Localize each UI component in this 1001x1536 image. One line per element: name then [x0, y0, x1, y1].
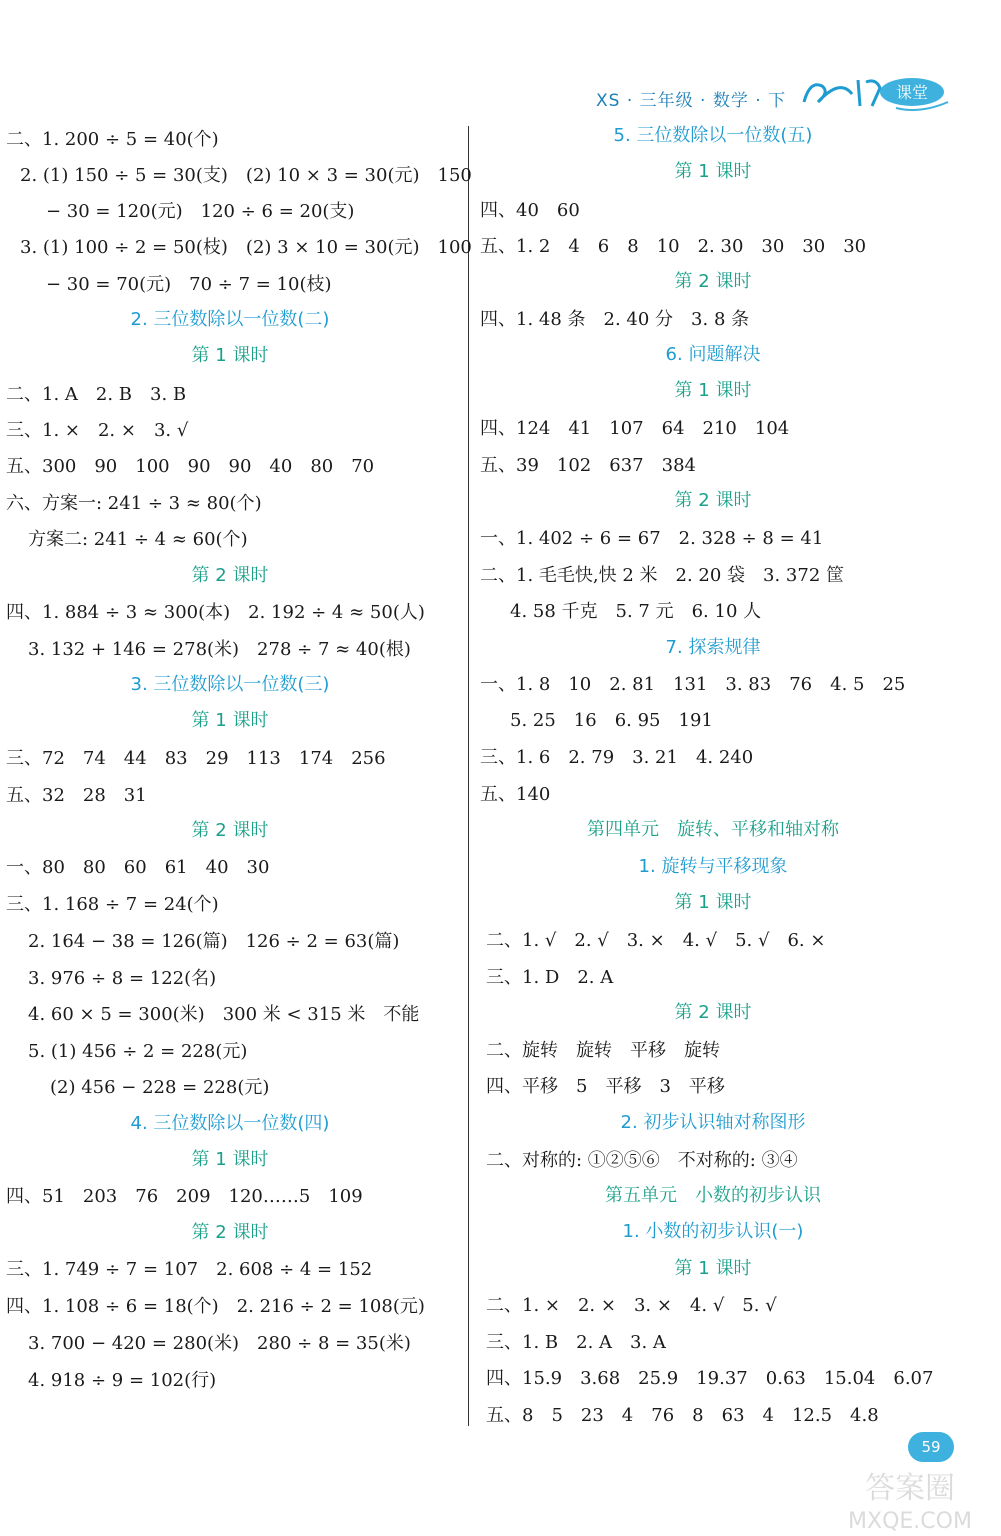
- section-heading: 2. 三位数除以一位数(二): [130, 309, 330, 330]
- lesson-heading: 第 2 课时: [191, 820, 269, 841]
- section-heading: 2. 初步认识轴对称图形: [620, 1112, 806, 1133]
- answer-line: 四、1. 48 条 2. 40 分 3. 8 条: [480, 309, 750, 330]
- answer-line: 三、1. × 2. × 3. √: [6, 420, 189, 441]
- answer-line: 二、1. × 2. × 3. × 4. √ 5. √: [486, 1295, 777, 1316]
- column-divider: [468, 126, 469, 1426]
- section-heading: 7. 探索规律: [665, 637, 761, 658]
- answer-line: 4. 58 千克 5. 7 元 6. 10 人: [510, 601, 762, 622]
- answer-line: 三、1. D 2. A: [486, 967, 614, 988]
- unit-heading: 第四单元 旋转、平移和轴对称: [587, 819, 839, 840]
- answer-line: 3. 700 − 420 = 280(米) 280 ÷ 8 = 35(米): [28, 1333, 411, 1354]
- lesson-heading: 第 2 课时: [191, 1222, 269, 1243]
- answer-line: 四、平移 5 平移 3 平移: [486, 1076, 725, 1097]
- lesson-heading: 第 1 课时: [674, 161, 752, 182]
- answer-line: 五、8 5 23 4 76 8 63 4 12.5 4.8: [486, 1405, 879, 1426]
- lesson-heading: 第 1 课时: [674, 1258, 752, 1279]
- answer-line: 5. (1) 456 ÷ 2 = 228(元): [28, 1041, 248, 1062]
- answer-line: 三、72 74 44 83 29 113 174 256: [6, 748, 386, 769]
- lesson-heading: 第 2 课时: [674, 271, 752, 292]
- lesson-heading: 第 2 课时: [191, 565, 269, 586]
- unit-heading: 第五单元 小数的初步认识: [605, 1185, 821, 1206]
- answer-line: 一、80 80 60 61 40 30: [6, 857, 270, 878]
- svg-text:答案圈: 答案圈: [865, 1471, 955, 1506]
- answer-line: 四、51 203 76 209 120……5 109: [6, 1186, 363, 1207]
- answer-line: 四、1. 108 ÷ 6 = 18(个) 2. 216 ÷ 2 = 108(元): [6, 1296, 425, 1317]
- lesson-heading: 第 1 课时: [191, 710, 269, 731]
- answer-line: 5. 25 16 6. 95 191: [510, 710, 713, 731]
- answer-line: 三、1. 168 ÷ 7 = 24(个): [6, 894, 219, 915]
- answer-line: 五、1. 2 4 6 8 10 2. 30 30 30 30: [480, 236, 867, 257]
- page-number: 59: [908, 1432, 954, 1462]
- answer-line: 四、1. 884 ÷ 3 ≈ 300(本) 2. 192 ÷ 4 ≈ 50(人): [6, 602, 425, 623]
- answer-line: − 30 = 120(元) 120 ÷ 6 = 20(支): [46, 201, 355, 222]
- answer-line: 四、15.9 3.68 25.9 19.37 0.63 15.04 6.07: [486, 1368, 934, 1389]
- answer-line: 方案二: 241 ÷ 4 ≈ 60(个): [28, 529, 248, 550]
- lesson-heading: 第 2 课时: [674, 1002, 752, 1023]
- lesson-heading: 第 1 课时: [674, 892, 752, 913]
- answer-line: 3. (1) 100 ÷ 2 = 50(枝) (2) 3 × 10 = 30(元) 100: [20, 237, 472, 258]
- lesson-heading: 第 1 课时: [674, 380, 752, 401]
- answer-line: 五、39 102 637 384: [480, 455, 696, 476]
- answer-line: 二、旋转 旋转 平移 旋转: [486, 1040, 720, 1061]
- answer-line: − 30 = 70(元) 70 ÷ 7 = 10(枝): [46, 274, 332, 295]
- answer-line: 二、1. 200 ÷ 5 = 40(个): [6, 129, 219, 150]
- answer-line: 五、140: [480, 784, 551, 805]
- section-heading: 1. 旋转与平移现象: [638, 856, 788, 877]
- answer-line: 一、1. 8 10 2. 81 131 3. 83 76 4. 5 25: [480, 674, 906, 695]
- watermark-logo: [820, 1460, 1000, 1536]
- answer-line: (2) 456 − 228 = 228(元): [50, 1077, 270, 1098]
- answer-line: 三、1. 749 ÷ 7 = 107 2. 608 ÷ 4 = 152: [6, 1259, 373, 1280]
- answer-line: 3. 976 ÷ 8 = 122(名): [28, 968, 217, 989]
- answer-line: 2. (1) 150 ÷ 5 = 30(支) (2) 10 × 3 = 30(元) 150: [20, 165, 472, 186]
- section-heading: 1. 小数的初步认识(一): [622, 1221, 804, 1242]
- answer-line: 4. 918 ÷ 9 = 102(行): [28, 1370, 217, 1391]
- lesson-heading: 第 1 课时: [191, 1149, 269, 1170]
- answer-line: 二、1. A 2. B 3. B: [6, 384, 187, 405]
- series-label: XS · 三年级 · 数学 · 下: [596, 91, 787, 111]
- answer-line: 三、1. 6 2. 79 3. 21 4. 240: [480, 747, 754, 768]
- answer-line: 一、1. 402 ÷ 6 = 67 2. 328 ÷ 8 = 41: [480, 528, 824, 549]
- answer-line: 二、1. 毛毛快,快 2 米 2. 20 袋 3. 372 筐: [480, 565, 845, 586]
- brand-logo-icon: [800, 72, 950, 112]
- lesson-heading: 第 1 课时: [191, 345, 269, 366]
- section-heading: 6. 问题解决: [665, 344, 761, 365]
- answer-line: 3. 132 + 146 = 278(米) 278 ÷ 7 ≈ 40(根): [28, 639, 411, 660]
- svg-text:MXQE.COM: MXQE.COM: [848, 1509, 972, 1534]
- answer-line: 五、300 90 100 90 90 40 80 70: [6, 456, 375, 477]
- answer-line: 四、40 60: [480, 200, 580, 221]
- answer-line: 六、方案一: 241 ÷ 3 ≈ 80(个): [6, 493, 262, 514]
- section-heading: 4. 三位数除以一位数(四): [130, 1113, 330, 1134]
- answer-line: 四、124 41 107 64 210 104: [480, 418, 790, 439]
- answer-line: 五、32 28 31: [6, 785, 147, 806]
- answer-line: 三、1. B 2. A 3. A: [486, 1332, 666, 1353]
- answer-line: 二、1. √ 2. √ 3. × 4. √ 5. √ 6. ×: [486, 930, 826, 951]
- answer-line: 2. 164 − 38 = 126(篇) 126 ÷ 2 = 63(篇): [28, 931, 400, 952]
- answer-line: 二、对称的: ①②⑤⑥ 不对称的: ③④: [486, 1150, 798, 1171]
- section-heading: 3. 三位数除以一位数(三): [130, 674, 330, 695]
- section-heading: 5. 三位数除以一位数(五): [613, 125, 813, 146]
- lesson-heading: 第 2 课时: [674, 490, 752, 511]
- svg-text:课堂: 课堂: [895, 83, 929, 102]
- answer-line: 4. 60 × 5 = 300(米) 300 米 < 315 米 不能: [28, 1004, 420, 1025]
